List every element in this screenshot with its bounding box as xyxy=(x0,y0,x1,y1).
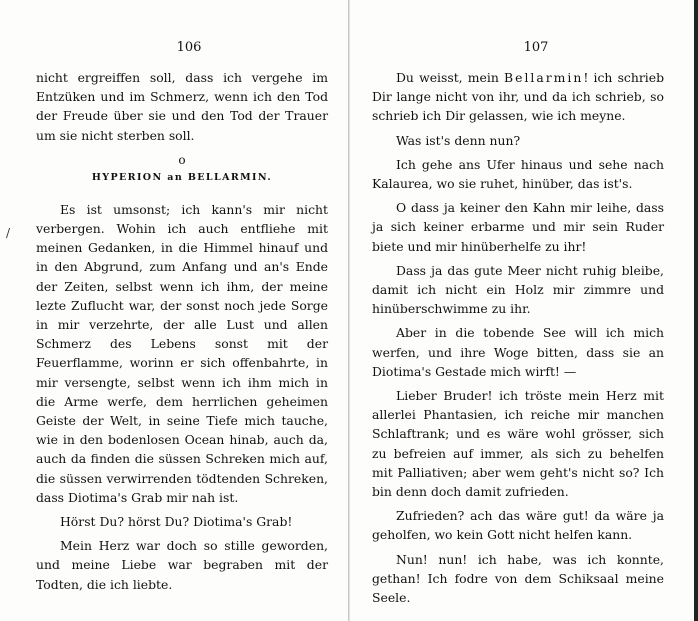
right-paragraph-1-start: Du weisst, mein xyxy=(396,70,504,85)
left-paragraph-4: Mein Herz war doch so stille geworden, und meine Liebe war begraben mit der Todten, die ich liebte. xyxy=(36,538,328,592)
right-page xyxy=(372,40,664,612)
book-gutter xyxy=(348,0,350,621)
right-paragraph-8: Zufrieden? ach das wäre gut! da wäre ja geholfen, wo kein Gott nicht helfen kann. xyxy=(372,508,664,543)
right-paragraph-9: Nun! nun! ich habe, was ich konnte, gethan! Ich fodre von dem Schiksaal meine Seele. xyxy=(372,551,664,606)
section-divider: o xyxy=(178,152,186,167)
left-paragraph-2: Es ist umsonst; ich kann's mir nicht verbergen. Wohin ich auch entfliehe mit meinen Gedanken, in die Himmel hinauf und in den Abgrund, zum Anfang und an's Ende der Zeiten, selbst wenn ich ihm, der meine lezte Zuflucht war, der sonst noch jede Sorge in mir verzehrte, der alle Lust und allen Schmerz des Lebens sonst mit der Feuerflamme, worinn er sich offenbahrte, in mir versengte, selbst wenn ich ihm mich in die Arme werfe, dem herrlichen geheimen Geiste der Welt, in seine Tiefe mich tauche, wie in den bodenlosen Ocean hinab, auch da, auch da finden die süssen Schreken mich auf, die süssen verwirrenden tödtenden Schreken, dass Diotima's Grab mir nah ist. xyxy=(36,201,328,505)
right-paragraph-7: Lieber Bruder! ich tröste mein Herz mit allerlei Phantasien, ich reiche mir manchen Schlaftrank; und es wäre wohl grösser, sich zu befreien auf immer, als sich zu behelfen mit Palliativen; aber wem geht's nicht so? Ich bin denn doch damit zufrieden. xyxy=(372,388,664,500)
page-number-right: 107 xyxy=(523,40,549,55)
left-paragraph-1: nicht ergreiffen soll, dass ich vergehe im Entzüken und im Schmerz, wenn ich den Tod der Freude über sie und den Tod der Trauer um sie nicht sterben soll. xyxy=(36,70,328,143)
right-paragraph-3: Ich gehe ans Ufer hinaus und sehe nach Kalaurea, wo sie ruhet, hinüber, das ist's. xyxy=(372,156,664,192)
addressee-name: Bellarmin xyxy=(504,70,584,85)
left-paragraph-3: Hörst Du? hörst Du? Diotima's Grab! xyxy=(60,514,293,530)
right-paragraph-5: Dass ja das gute Meer nicht ruhig bleibe, damit ich nicht ein Holz mir zimmre und hinüberschwimme zu ihr. xyxy=(372,262,664,317)
page-number-left: 106 xyxy=(176,40,202,55)
right-paragraph-4: O dass ja keiner den Kahn mir leihe, dass ja sich keiner erbarme und mir sein Ruder biete und mir hinüberhelfe zu ihr! xyxy=(372,200,664,254)
margin-mark: / xyxy=(6,226,11,240)
right-paragraph-2: Was ist's denn nun? xyxy=(396,132,521,148)
page-edge xyxy=(694,0,698,621)
right-paragraph-1-end: ! ich schrieb Dir lange nicht von ihr, und da ich schrieb, so schrieb ich Dir gelassen, wie ich meyne. xyxy=(372,70,665,124)
right-paragraph-1 xyxy=(372,68,664,126)
left-page xyxy=(36,40,328,599)
letter-heading: HYPERION an BELLARMIN. xyxy=(91,171,273,183)
right-paragraph-6: Aber in die tobende See will ich mich werfen, und ihre Woge bitten, dass sie an Diotima's Gestade mich wirft! — xyxy=(372,325,664,379)
